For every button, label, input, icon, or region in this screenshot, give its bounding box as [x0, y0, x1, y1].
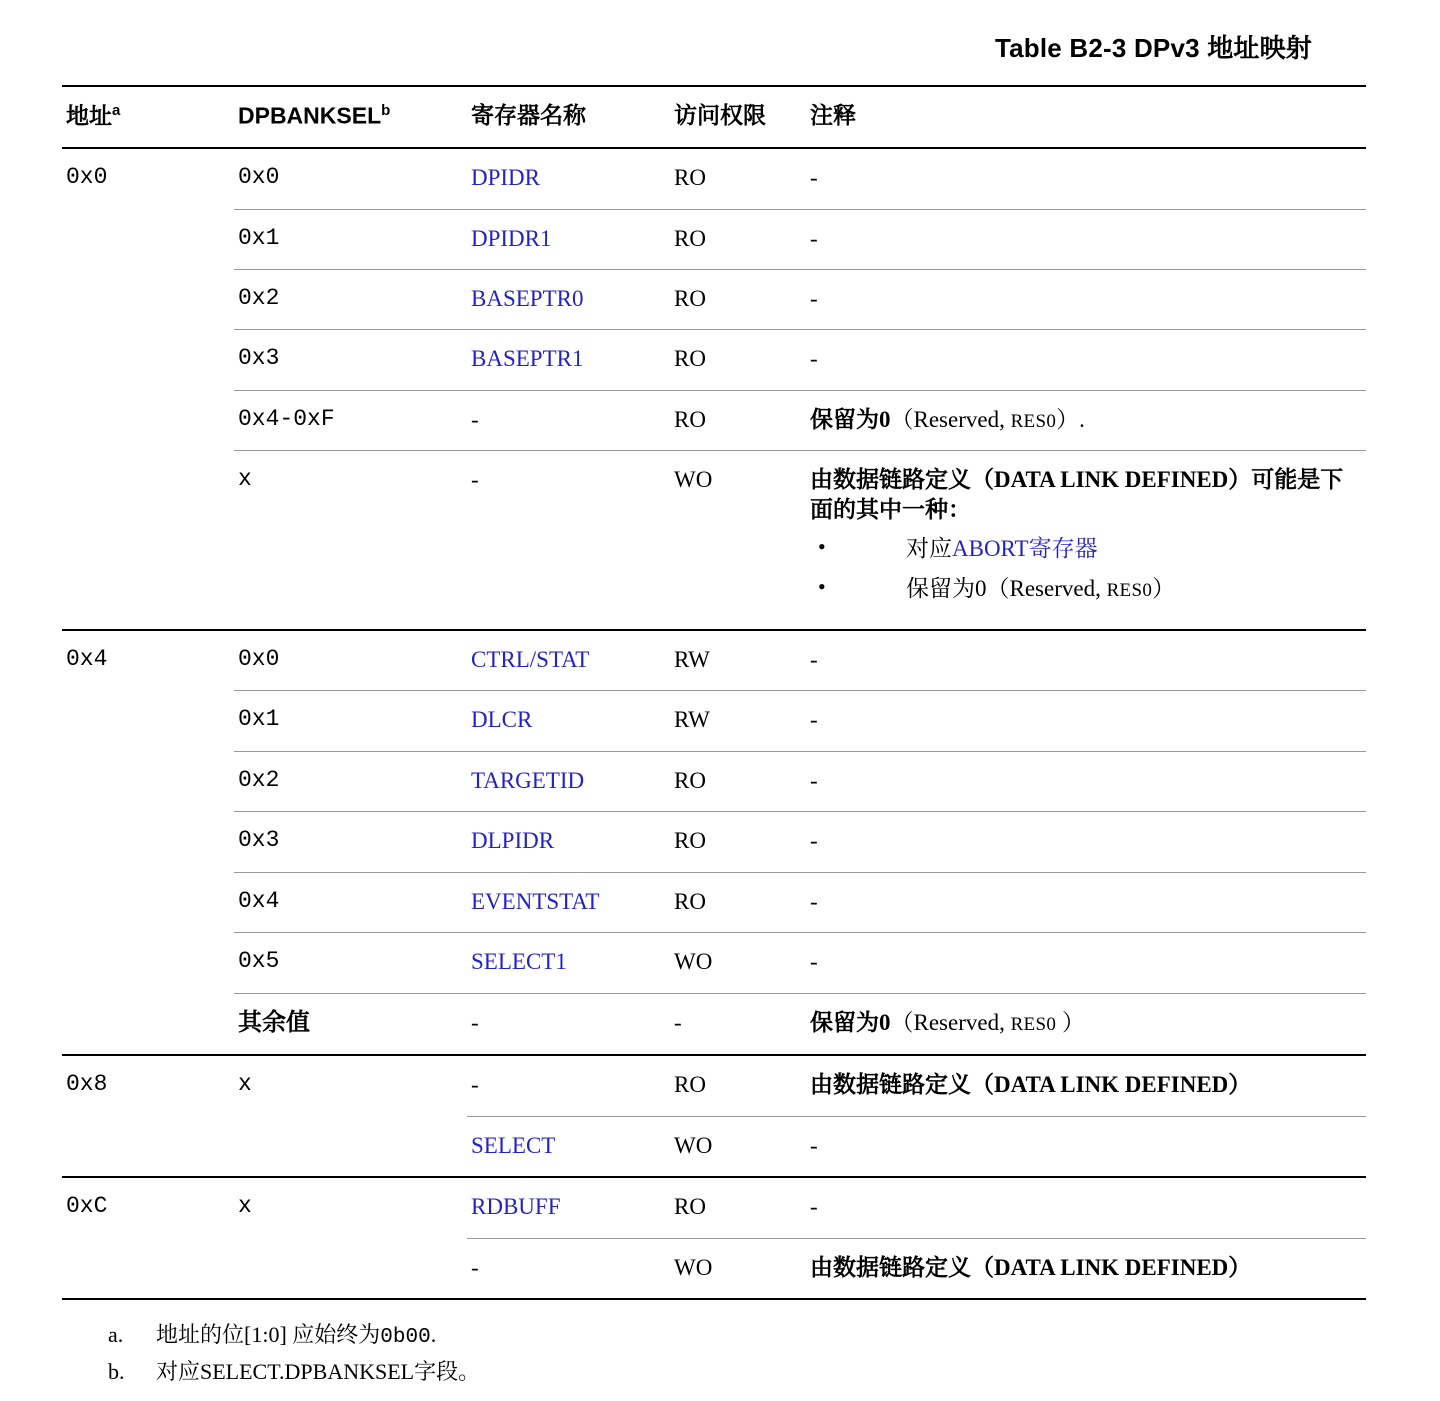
cell-address	[62, 1238, 234, 1299]
cell-address	[62, 933, 234, 993]
cell-address	[62, 209, 234, 269]
note-bullet-prefix: 对应	[906, 536, 952, 562]
cell-dpbanksel: x	[234, 1177, 467, 1238]
cell-regname: BASEPTR0	[467, 269, 670, 329]
cell-note: -	[806, 872, 1366, 932]
cell-note: -	[806, 630, 1366, 691]
abort-register-link[interactable]: ABORT寄存器	[952, 536, 1098, 562]
column-header-note: 注释	[806, 86, 1366, 148]
table-row	[62, 1055, 1366, 1116]
cell-address: 0x0	[66, 164, 108, 191]
table-caption-prefix: Table B2-3	[994, 33, 1134, 63]
column-header-dpbanksel-footnote-mark: b	[381, 102, 391, 119]
cell-dpbanksel: 其余值	[234, 993, 467, 1055]
cell-access: RO	[670, 872, 806, 932]
cell-dpbanksel: 0x0	[234, 630, 467, 691]
table-row	[62, 1238, 1366, 1299]
cell-access: RW	[670, 691, 806, 751]
cell-dpbanksel: 0x5	[234, 933, 467, 993]
cell-access: RW	[670, 630, 806, 691]
table-row	[62, 451, 1366, 630]
cell-regname: DLPIDR	[467, 812, 670, 872]
footnote-b-mark: b.	[108, 1358, 125, 1384]
cell-regname: BASEPTR1	[467, 330, 670, 390]
table-row	[62, 751, 1366, 811]
column-header-dpbanksel	[234, 86, 467, 148]
cell-address	[62, 812, 234, 872]
note-text-dld: 由数据链路定义（DATA LINK DEFINED）可能是下面的其中一种：	[810, 467, 1344, 522]
note-text-reserved-paren: （Reserved, RES0 ）	[890, 1009, 1085, 1035]
column-header-dpbanksel-label: DPBANKSEL	[238, 102, 382, 129]
table-header	[62, 86, 1366, 148]
cell-regname: SELECT	[467, 1116, 670, 1177]
cell-access: RO	[670, 1055, 806, 1116]
cell-address	[62, 691, 234, 751]
note-bullet-text: 保留为0（Reserved, RES0）	[906, 575, 1176, 601]
cell-access: RO	[670, 812, 806, 872]
cell-dpbanksel: 0x2	[234, 269, 467, 329]
cell-note: 由数据链路定义（DATA LINK DEFINED）	[806, 1055, 1366, 1116]
cell-access: RO	[670, 330, 806, 390]
cell-note: -	[806, 209, 1366, 269]
dpv3-address-map-table	[62, 85, 1366, 1300]
table-caption-text: DPv3 地址映射	[1133, 33, 1312, 63]
cell-regname: EVENTSTAT	[467, 872, 670, 932]
table-row	[62, 872, 1366, 932]
cell-access: RO	[670, 751, 806, 811]
cell-dpbanksel: 0x0	[238, 164, 280, 191]
note-text-reserved: 保留为0	[810, 406, 891, 432]
cell-dpbanksel: 0x1	[234, 209, 467, 269]
cell-address	[62, 751, 234, 811]
cell-address	[62, 1116, 234, 1177]
cell-dpbanksel: 0x1	[234, 691, 467, 751]
footnote-a-value: 0b00	[380, 1326, 431, 1350]
cell-note: 由数据链路定义（DATA LINK DEFINED）	[806, 1238, 1366, 1299]
cell-address	[62, 993, 234, 1055]
cell-dpbanksel: 0x3	[234, 330, 467, 390]
cell-access: RO	[674, 165, 706, 191]
note-bullet-item	[810, 534, 1362, 563]
table-row	[62, 691, 1366, 751]
column-header-address	[62, 86, 234, 148]
cell-note: -	[806, 1177, 1366, 1238]
cell-access: RO	[670, 390, 806, 450]
footnotes	[108, 1318, 1380, 1389]
note-bullet-item	[810, 574, 1362, 603]
cell-note	[806, 993, 1366, 1055]
column-header-regname: 寄存器名称	[467, 86, 670, 148]
cell-note: -	[810, 165, 818, 191]
table-row	[62, 1177, 1366, 1238]
footnote-b-text-before: 对应SELECT.DPBANKSEL字段	[156, 1358, 459, 1384]
table-row	[62, 993, 1366, 1055]
cell-regname: -	[467, 1055, 670, 1116]
cell-note: -	[806, 269, 1366, 329]
cell-note: -	[806, 751, 1366, 811]
cell-regname: RDBUFF	[467, 1177, 670, 1238]
footnote-b	[108, 1355, 1380, 1389]
cell-address: 0x8	[62, 1055, 234, 1116]
table-row	[62, 269, 1366, 329]
cell-dpbanksel: x	[234, 1055, 467, 1116]
cell-dpbanksel	[234, 1238, 467, 1299]
cell-regname: -	[467, 451, 670, 630]
cell-note: -	[806, 330, 1366, 390]
cell-dpbanksel: x	[234, 451, 467, 630]
cell-regname: SELECT1	[467, 933, 670, 993]
cell-address	[62, 872, 234, 932]
cell-regname: -	[467, 993, 670, 1055]
cell-dpbanksel: 0x4	[234, 872, 467, 932]
header-row	[62, 86, 1366, 148]
column-header-address-label: 地址	[66, 102, 112, 129]
table-row	[62, 630, 1366, 691]
footnote-a-text-after: .	[430, 1322, 437, 1348]
cell-regname: DPIDR1	[467, 209, 670, 269]
table-row	[62, 330, 1366, 390]
cell-regname: TARGETID	[467, 751, 670, 811]
cell-address: 0x4	[62, 630, 234, 691]
cell-note: -	[806, 691, 1366, 751]
cell-note: -	[806, 1116, 1366, 1177]
note-bullet-list	[810, 534, 1362, 603]
cell-access: WO	[670, 1116, 806, 1177]
cell-access: RO	[670, 1177, 806, 1238]
footnote-a-mark: a.	[108, 1322, 124, 1348]
footnote-b-text-after: 。	[458, 1358, 481, 1384]
cell-address	[62, 330, 234, 390]
cell-access: RO	[670, 269, 806, 329]
table-row	[62, 390, 1366, 450]
cell-dpbanksel	[234, 1116, 467, 1177]
note-text-reserved: 保留为0	[810, 1009, 891, 1035]
cell-regname: DPIDR	[471, 165, 541, 191]
table-caption	[60, 0, 1380, 65]
cell-regname: DLCR	[467, 691, 670, 751]
cell-address	[62, 269, 234, 329]
footnote-b-text	[156, 1355, 480, 1389]
cell-note	[806, 451, 1366, 630]
cell-address: 0xC	[62, 1177, 234, 1238]
cell-dpbanksel: 0x4-0xF	[234, 390, 467, 450]
cell-note	[806, 390, 1366, 450]
column-header-address-footnote-mark: a	[112, 102, 121, 119]
footnote-a	[108, 1318, 1380, 1355]
cell-access: WO	[670, 933, 806, 993]
cell-note: -	[806, 933, 1366, 993]
table-row	[62, 209, 1366, 269]
table-row	[62, 148, 1366, 209]
cell-access: WO	[670, 451, 806, 630]
footnote-a-text	[156, 1318, 436, 1355]
cell-access: -	[670, 993, 806, 1055]
cell-access: WO	[670, 1238, 806, 1299]
table-row	[62, 812, 1366, 872]
cell-dpbanksel: 0x2	[234, 751, 467, 811]
note-text-reserved-paren: （Reserved, RES0）.	[890, 406, 1085, 432]
cell-regname: CTRL/STAT	[467, 630, 670, 691]
table-row	[62, 1116, 1366, 1177]
table-row	[62, 933, 1366, 993]
column-header-access: 访问权限	[670, 86, 806, 148]
cell-address	[62, 451, 234, 630]
cell-dpbanksel: 0x3	[234, 812, 467, 872]
cell-regname: -	[467, 1238, 670, 1299]
footnote-a-text-before: 地址的位[1:0] 应始终为	[156, 1322, 381, 1348]
cell-address	[62, 390, 234, 450]
table-body	[62, 148, 1366, 1299]
cell-regname: -	[467, 390, 670, 450]
cell-note: -	[806, 812, 1366, 872]
cell-access: RO	[670, 209, 806, 269]
